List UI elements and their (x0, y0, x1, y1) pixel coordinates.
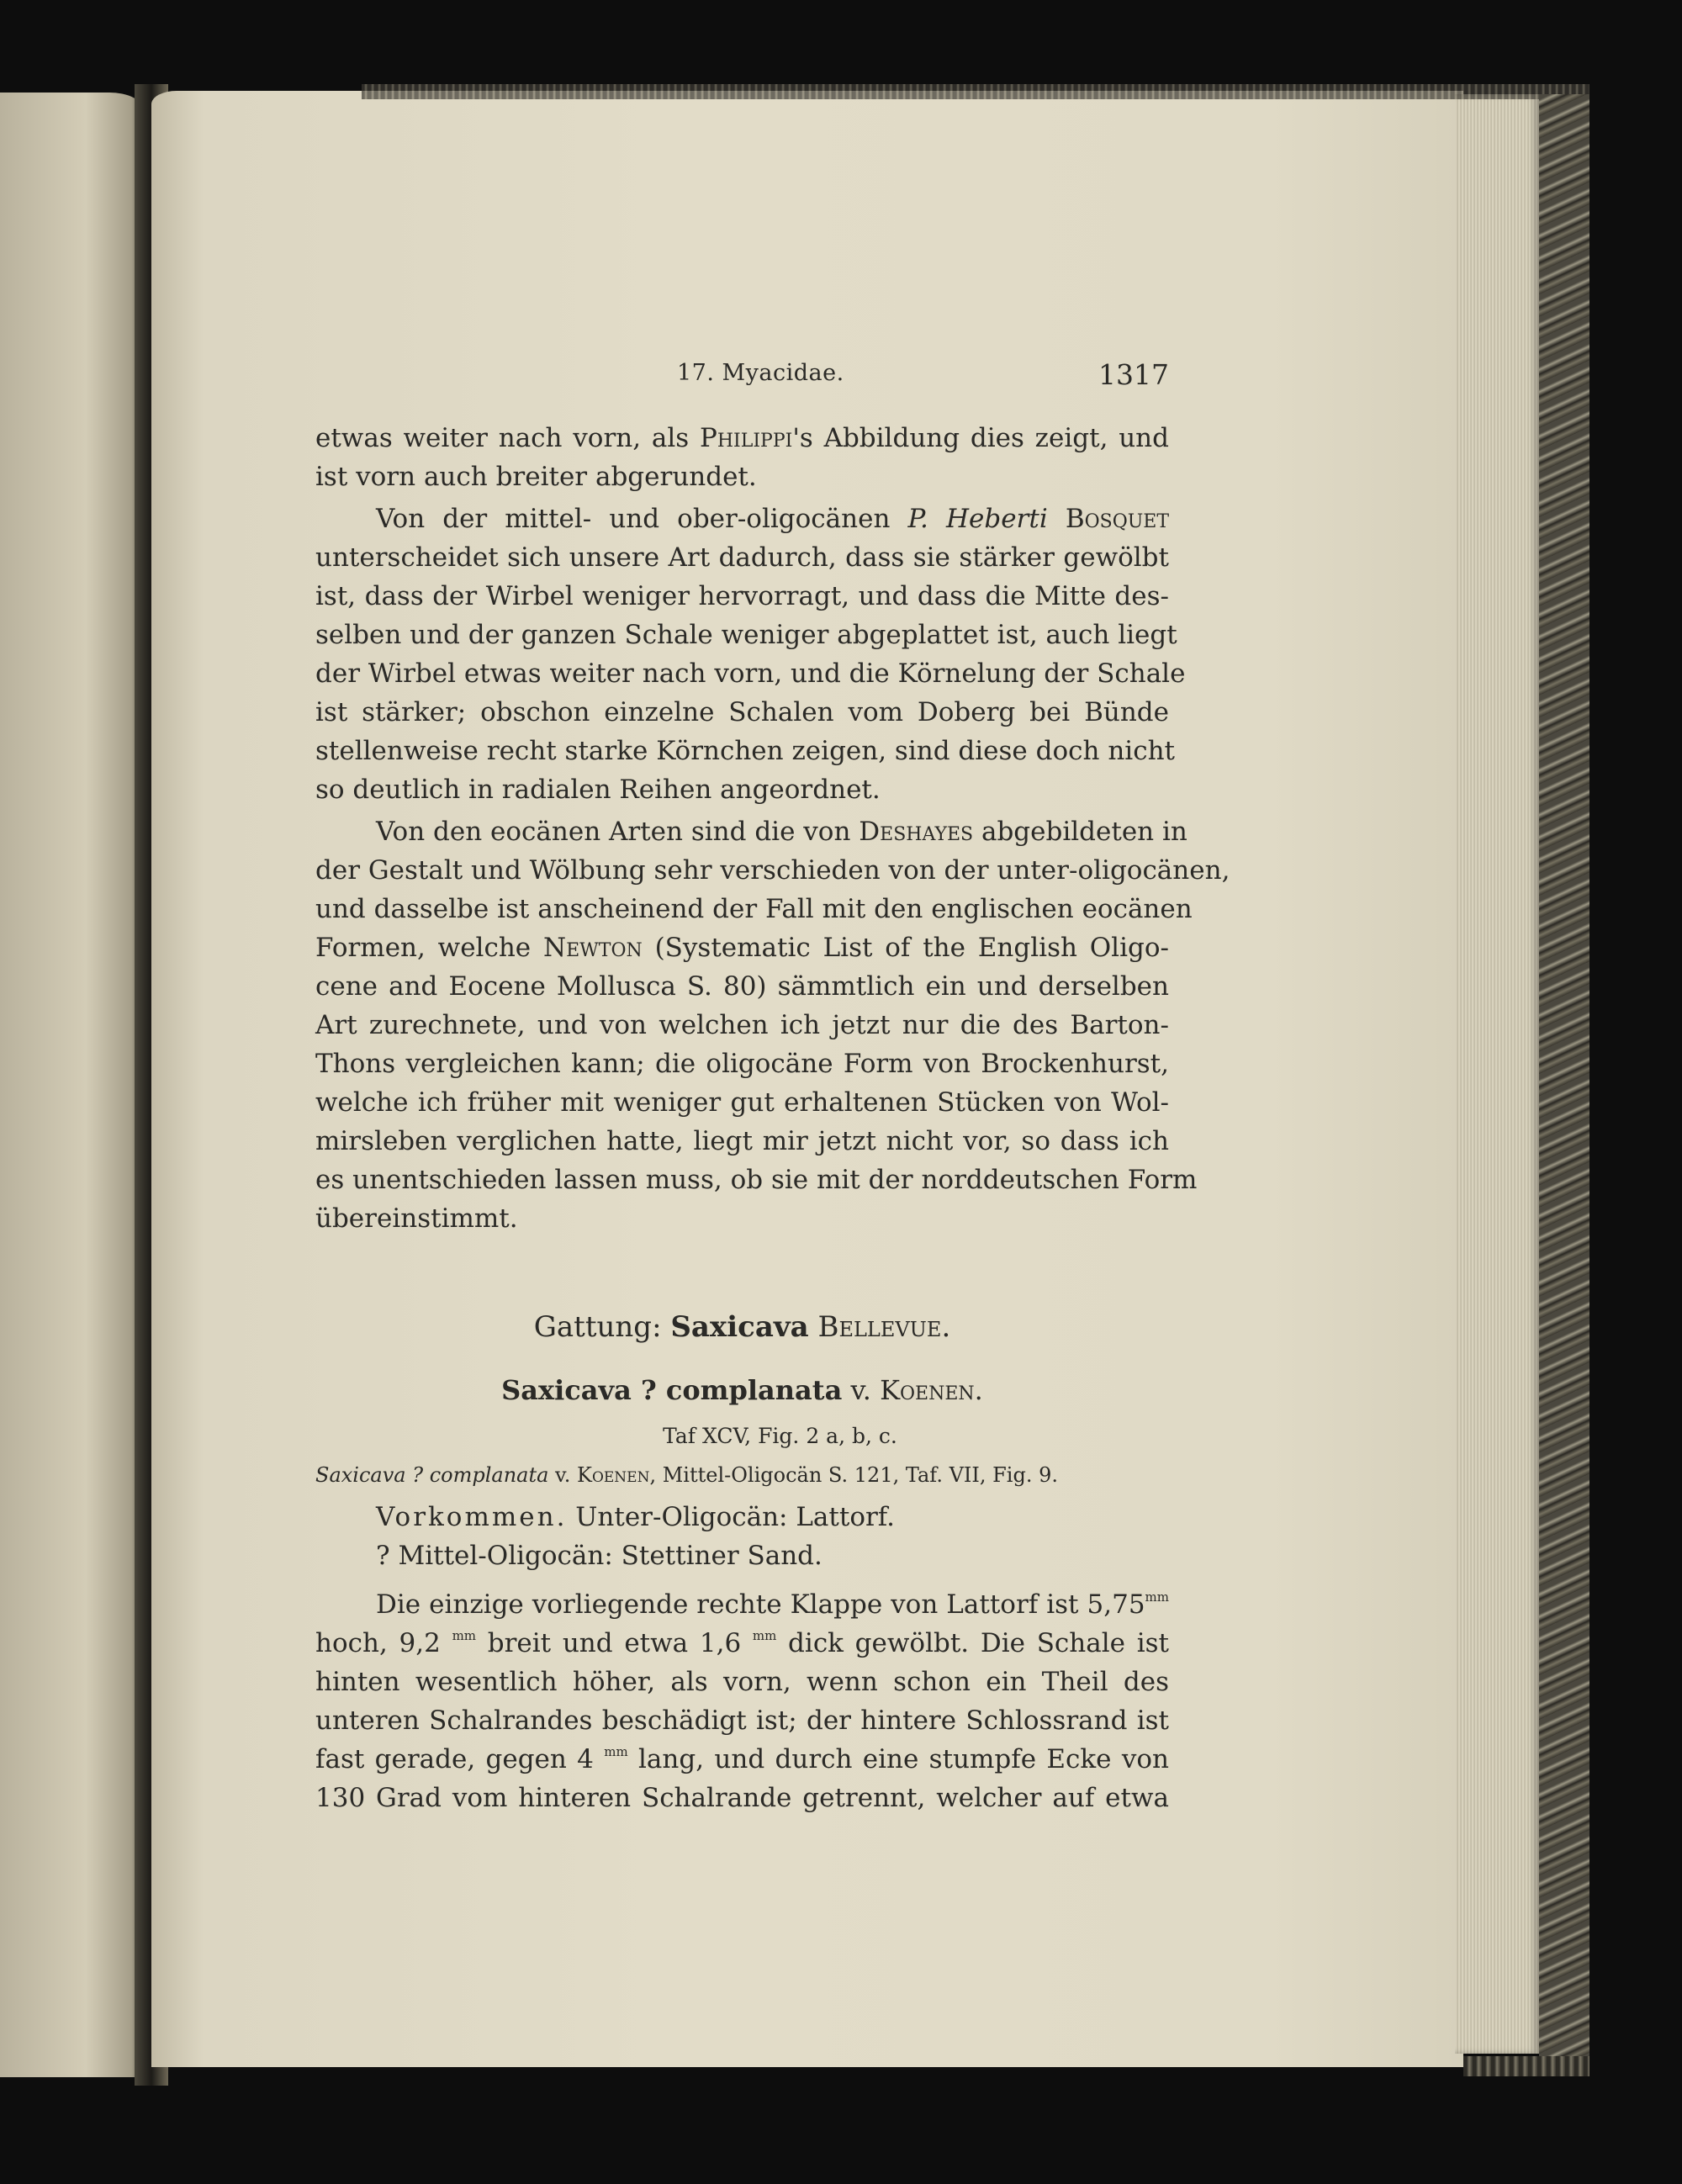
text-line: ist, dass der Wirbel weniger hervorragt, und dass die Mitte des- (315, 581, 1169, 611)
text-line: unterscheidet sich unsere Art dadurch, dass sie stärker gewölbt (315, 542, 1169, 573)
text-line: Die einzige vorliegende rechte Klappe von Lattorf ist $5,75^{mm}$ (376, 1589, 1169, 1620)
plate-reference: Taf XCV, Fig. 2 a, b, c. (663, 1424, 897, 1448)
marbled-cover-board (1539, 94, 1589, 2062)
text-line: ist vorn auch breiter abgerundet. (315, 462, 757, 492)
left-page-edge (0, 93, 143, 2077)
text-line: es unentschieden lassen muss, ob sie mit der norddeutschen Form (315, 1165, 1198, 1195)
text-line: mirsleben verglichen hatte, liegt mir jetzt nicht vor, so dass ich (315, 1126, 1169, 1156)
text-line: so deutlich in radialen Reihen angeordnet. (315, 775, 881, 805)
page-header (315, 360, 1169, 402)
text-line: und dasselbe ist anscheinend der Fall mit den englischen eocänen (315, 894, 1193, 924)
page-block-edges (1455, 94, 1539, 2054)
text-line: ist stärker; obschon einzelne Schalen vom Doberg bei Bünde (315, 697, 1169, 727)
text-line: Thons vergleichen kann; die oligocäne Form von Brockenhurst, (315, 1049, 1169, 1079)
text-line: Von den eocänen Arten sind die von Deshayes abgebildeten in (376, 817, 1187, 847)
text-line: welche ich früher mit weniger gut erhaltenen Stücken von Wol- (315, 1087, 1169, 1118)
text-line: stellenweise recht starke Körnchen zeigen, sind diese doch nicht (315, 736, 1175, 766)
text-line: Art zurechnete, und von welchen ich jetzt nur die des Barton- (315, 1010, 1169, 1040)
cover-board-bottom (1463, 2056, 1589, 2076)
cover-board-top (362, 84, 1589, 99)
text-line: hinten wesentlich höher, als vorn, wenn schon ein Theil des (315, 1667, 1169, 1697)
text-line: Von der mittel- und ober-oligocänen P. Heberti Bosquet (376, 504, 1170, 534)
text-line: der Wirbel etwas weiter nach vorn, und die Körnelung der Schale (315, 658, 1186, 689)
page-number: 1317 (1098, 358, 1169, 391)
occurrence-line: Vorkommen. Unter-Oligocän: Lattorf. (376, 1502, 896, 1532)
species-heading: Saxicava ? complanata v. Koenen. (501, 1374, 983, 1406)
text-line: etwas weiter nach vorn, als Philippi's Abbildung dies zeigt, und (315, 423, 1169, 453)
text-line: fast gerade, gegen 4 $^{mm}$ lang, und durch eine stumpfe Ecke von (315, 1744, 1169, 1774)
text-line: selben und der ganzen Schale weniger abgeplattet ist, auch liegt (315, 620, 1177, 650)
text-line: cene and Eocene Mollusca S. 80) sämmtlich ein und derselben (315, 971, 1169, 1002)
synonymy-line: Saxicava ? complanata v. Koenen, Mittel-Oligocän S. 121, Taf. VII, Fig. 9. (315, 1463, 1058, 1487)
running-head: 17. Myacidae. (677, 360, 844, 386)
text-line: unteren Schalrandes beschädigt ist; der hintere Schlossrand ist (315, 1705, 1169, 1736)
text-line: Formen, welche Newton (Systematic List of the English Oligo- (315, 933, 1169, 963)
genus-heading: Gattung: Saxicava Bellevue. (533, 1310, 951, 1344)
text-line: hoch, 9,2 $^{mm}$ breit und etwa 1,6 $^{mm}$ dick gewölbt. Die Schale ist (315, 1628, 1170, 1658)
text-line: der Gestalt und Wölbung sehr verschieden von der unter-oligocänen, (315, 855, 1230, 886)
text-line: 130 Grad vom hinteren Schalrande getrennt, welcher auf etwa (315, 1783, 1169, 1813)
occurrence-line: ? Mittel-Oligocän: Stettiner Sand. (376, 1541, 822, 1571)
text-line: übereinstimmt. (315, 1203, 518, 1234)
